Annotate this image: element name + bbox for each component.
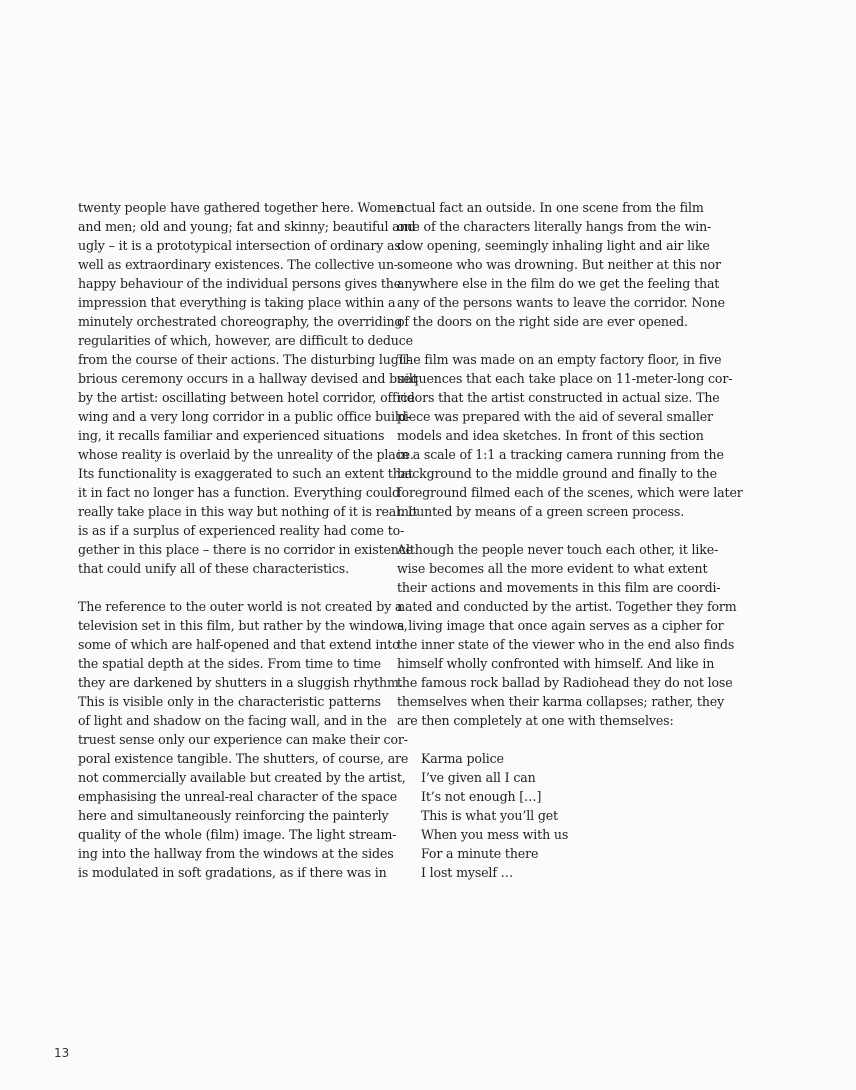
lyric-line: When you mess with us [421, 827, 569, 842]
text-line: the famous rock ballad by Radiohead they do not lose [397, 675, 733, 690]
text-line: some of which are half-opened and that extend into [78, 637, 400, 652]
text-line: quality of the whole (film) image. The light stream- [78, 827, 397, 842]
text-line: ridors that the artist constructed in actual size. The [397, 390, 720, 405]
text-line: happy behaviour of the individual persons gives the [78, 276, 402, 291]
text-line: are then completely at one with themselves: [397, 713, 674, 728]
text-line: they are darkened by shutters in a sluggish rhythm. [78, 675, 403, 690]
text-line: regularities of which, however, are difficult to deduce [78, 333, 413, 348]
text-line: This is visible only in the characteristic patterns [78, 694, 381, 709]
text-line: and men; old and young; fat and skinny; beautiful and [78, 219, 416, 234]
text-line: ing into the hallway from the windows at the sides [78, 846, 394, 861]
text-line: well as extraordinary existences. The collective un- [78, 257, 399, 272]
text-line: emphasising the unreal-real character of the space [78, 789, 398, 804]
lyric-line: I lost myself … [421, 865, 514, 880]
text-line: their actions and movements in this film are coordi- [397, 580, 721, 595]
text-line: any of the persons wants to leave the corridor. None [397, 295, 725, 310]
text-line: piece was prepared with the aid of several smaller [397, 409, 713, 424]
left-text-column [78, 198, 418, 901]
text-line: wise becomes all the more evident to what extent [397, 561, 708, 576]
text-line: models and idea sketches. In front of this section [397, 428, 704, 443]
lyric-line: Karma police [421, 751, 504, 766]
text-line: himself wholly confronted with himself. And like in [397, 656, 715, 671]
text-line: actual fact an outside. In one scene from the film [397, 200, 704, 215]
text-line: nated and conducted by the artist. Together they form [397, 599, 737, 614]
text-line: brious ceremony occurs in a hallway devised and built [78, 371, 418, 386]
text-line: from the course of their actions. The disturbing lugu- [78, 352, 411, 367]
lyric-line: For a minute there [421, 846, 539, 861]
text-line: that could unify all of these characteristics. [78, 561, 349, 576]
text-line: truest sense only our experience can make their cor- [78, 732, 408, 747]
text-line: twenty people have gathered together here. Women [78, 200, 404, 215]
text-line: is modulated in soft gradations, as if there was in [78, 865, 387, 880]
text-line: the inner state of the viewer who in the end also finds [397, 637, 735, 652]
text-line: themselves when their karma collapses; rather, they [397, 694, 725, 709]
lyric-line: It’s not enough […] [421, 789, 542, 804]
text-line: dow opening, seemingly inhaling light and air like [397, 238, 710, 253]
text-line: ugly – it is a prototypical intersection of ordinary as [78, 238, 401, 253]
text-line: someone who was drowning. But neither at this nor [397, 257, 721, 272]
text-line: whose reality is overlaid by the unreality of the place. [78, 447, 414, 462]
right-text-column [397, 198, 743, 882]
text-line: of the doors on the right side are ever opened. [397, 314, 688, 329]
lyric-line: This is what you’ll get [421, 808, 558, 823]
text-line: ing, it recalls familiar and experienced situations [78, 428, 385, 443]
text-line: The film was made on an empty factory floor, in five [397, 352, 722, 367]
text-line: minutely orchestrated choreography, the overriding [78, 314, 403, 329]
song-lyrics-quote [397, 749, 701, 882]
text-line: background to the middle ground and finally to the [397, 466, 717, 481]
text-line: is as if a surplus of experienced reality had come to- [78, 523, 405, 538]
text-line: a living image that once again serves as a cipher for [397, 618, 724, 633]
text-line: really take place in this way but nothing of it is real. It [78, 504, 418, 519]
text-line: Its functionality is exaggerated to such an extent that [78, 466, 413, 481]
text-line: here and simultaneously reinforcing the painterly [78, 808, 389, 823]
right-paragraph-3 [397, 540, 737, 730]
left-paragraph-2 [78, 597, 409, 882]
text-line: gether in this place – there is no corridor in existence [78, 542, 413, 557]
right-paragraph-2 [397, 350, 743, 521]
page-number: 13 [54, 1046, 70, 1060]
text-line: of light and shadow on the facing wall, and in the [78, 713, 387, 728]
text-line: television set in this film, but rather by the windows, [78, 618, 408, 633]
text-line: by the artist: oscillating between hotel corridor, office [78, 390, 415, 405]
text-line: not commercially available but created by the artist, [78, 770, 406, 785]
text-line: mounted by means of a green screen process. [397, 504, 685, 519]
right-paragraph-1 [397, 198, 725, 331]
text-line: one of the characters literally hangs from the win- [397, 219, 712, 234]
text-line: sequences that each take place on 11-meter-long cor- [397, 371, 733, 386]
text-line: Although the people never touch each other, it like- [397, 542, 719, 557]
text-line: The reference to the outer world is not created by a [78, 599, 403, 614]
text-line: foreground filmed each of the scenes, which were later [397, 485, 743, 500]
lyric-line: I’ve given all I can [421, 770, 536, 785]
text-line: wing and a very long corridor in a public office build- [78, 409, 411, 424]
text-line: it in fact no longer has a function. Everything could [78, 485, 400, 500]
text-line: the spatial depth at the sides. From time to time [78, 656, 381, 671]
text-line: poral existence tangible. The shutters, of course, are [78, 751, 409, 766]
text-line: impression that everything is taking place within a [78, 295, 396, 310]
text-line: in a scale of 1:1 a tracking camera running from the [397, 447, 724, 462]
text-line: anywhere else in the film do we get the feeling that [397, 276, 720, 291]
left-paragraph-1 [78, 198, 418, 578]
